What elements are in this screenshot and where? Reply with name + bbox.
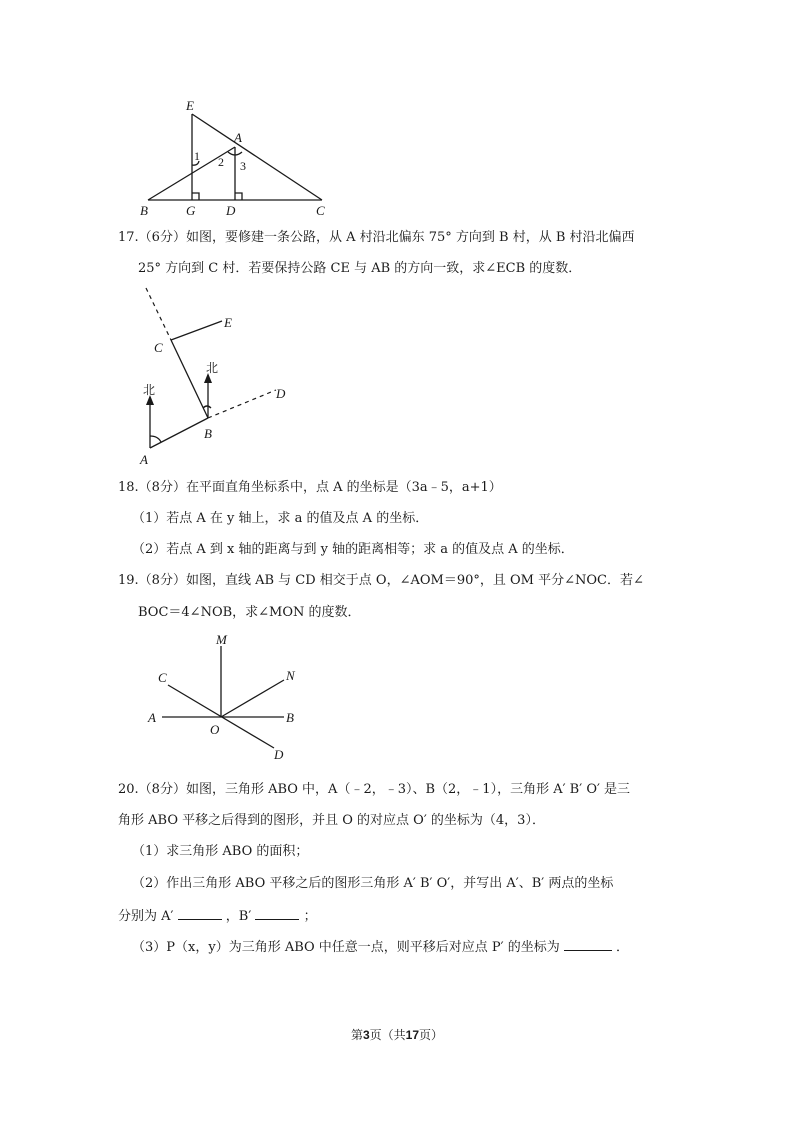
label-north-a: 北 xyxy=(143,383,156,397)
label-b: B xyxy=(204,426,212,441)
label-angle-2: 2 xyxy=(218,155,224,169)
label-d: D xyxy=(274,747,284,762)
dashed-extension-bc xyxy=(146,288,171,340)
dashed-extension-ab xyxy=(208,390,276,418)
footer-total-pages: 17 xyxy=(405,1028,420,1042)
right-angle-mark-d xyxy=(235,193,242,200)
question-20-sub-1: （1）求三角形 ABO 的面积； xyxy=(132,844,309,859)
answer-b-prime-label: ，B′ xyxy=(225,909,252,924)
label-d: D xyxy=(276,386,286,401)
answer-end-mark: ； xyxy=(303,909,317,924)
question-20-sub-2: （2）作出三角形 ABO 平移之后的图形三角形 A′ B′ O′，并写出 A′、B′ 两点的坐标 xyxy=(132,876,614,891)
label-c: C xyxy=(158,670,167,685)
question-20-sub-3-text: （3）P（x，y）为三角形 ABO 中任意一点，则平移后对应点 P′ 的坐标为 xyxy=(132,940,560,955)
segment-ab xyxy=(150,418,208,448)
question-20-sub-3-end: ． xyxy=(616,940,630,955)
label-o: O xyxy=(210,722,220,737)
label-d: D xyxy=(226,203,236,218)
question-20-line-2: 角形 ABO 平移之后得到的图形，并且 O 的对应点 O′ 的坐标为（4，3）． xyxy=(118,813,545,828)
label-a: A xyxy=(140,452,148,467)
segment-ec xyxy=(192,114,322,200)
question-17-line-1: 17.（6分）如图，要修建一条公路，从 A 村沿北偏东 75° 方向到 B 村，从 B 村沿北偏西 xyxy=(118,230,635,245)
angle-arc-a xyxy=(150,436,161,442)
ray-on xyxy=(221,680,284,717)
page-footer xyxy=(0,1026,794,1043)
label-angle-3: 3 xyxy=(240,159,246,173)
label-m: M xyxy=(216,632,227,647)
footer-prefix: 第 xyxy=(350,1028,363,1042)
answer-a-prime-label: 分别为 A′ xyxy=(118,909,174,924)
question-18-sub-1: （1）若点 A 在 y 轴上，求 a 的值及点 A 的坐标． xyxy=(132,511,429,526)
label-e: E xyxy=(186,98,194,113)
label-c: C xyxy=(316,203,325,218)
answer-b-prime-blank[interactable] xyxy=(255,905,299,920)
footer-suffix: 页） xyxy=(419,1028,444,1042)
answer-p-prime-blank[interactable] xyxy=(564,936,612,951)
label-a: A xyxy=(234,130,242,145)
figure-triangle xyxy=(136,96,336,221)
figure-intersecting-lines xyxy=(140,630,310,762)
angle-arc-b xyxy=(203,406,211,408)
question-20-sub-2-answers xyxy=(118,905,678,926)
question-19-line-2: BOC＝4∠NOB，求∠MON 的度数． xyxy=(138,605,361,620)
label-b: B xyxy=(140,203,148,218)
question-18-sub-2: （2）若点 A 到 x 轴的距离与到 y 轴的距离相等；求 a 的值及点 A 的坐标． xyxy=(132,542,574,557)
label-b: B xyxy=(286,710,294,725)
label-n: N xyxy=(286,668,295,683)
label-g: G xyxy=(186,203,196,218)
footer-page-number: 3 xyxy=(362,1028,370,1042)
answer-a-prime-blank[interactable] xyxy=(178,905,222,920)
question-20-sub-3 xyxy=(132,936,629,957)
right-angle-mark-g xyxy=(192,193,199,200)
question-18-line-1: 18.（8分）在平面直角坐标系中，点 A 的坐标是（3a﹣5，a+1） xyxy=(118,480,502,495)
label-angle-1: 1 xyxy=(194,149,200,163)
label-e: E xyxy=(224,315,232,330)
label-a: A xyxy=(148,710,156,725)
segment-ce xyxy=(171,321,222,340)
label-north-b: 北 xyxy=(206,361,219,375)
question-19-line-1: 19.（8分）如图，直线 AB 与 CD 相交于点 O，∠AOM＝90°，且 OM 平分∠NOC．若∠ xyxy=(118,573,644,588)
question-17-line-2: 25° 方向到 C 村．若要保持公路 CE 与 AB 的方向一致，求∠ECB 的度数． xyxy=(138,261,582,276)
question-20-line-1: 20.（8分）如图，三角形 ABO 中，A（﹣2，﹣3）、B（2，﹣1），三角形 A′ B′ O′ 是三 xyxy=(118,782,631,797)
segment-cb xyxy=(171,340,208,418)
label-c: C xyxy=(154,340,163,355)
figure-road-directions xyxy=(132,284,302,466)
footer-mid: 页（共 xyxy=(369,1028,406,1042)
